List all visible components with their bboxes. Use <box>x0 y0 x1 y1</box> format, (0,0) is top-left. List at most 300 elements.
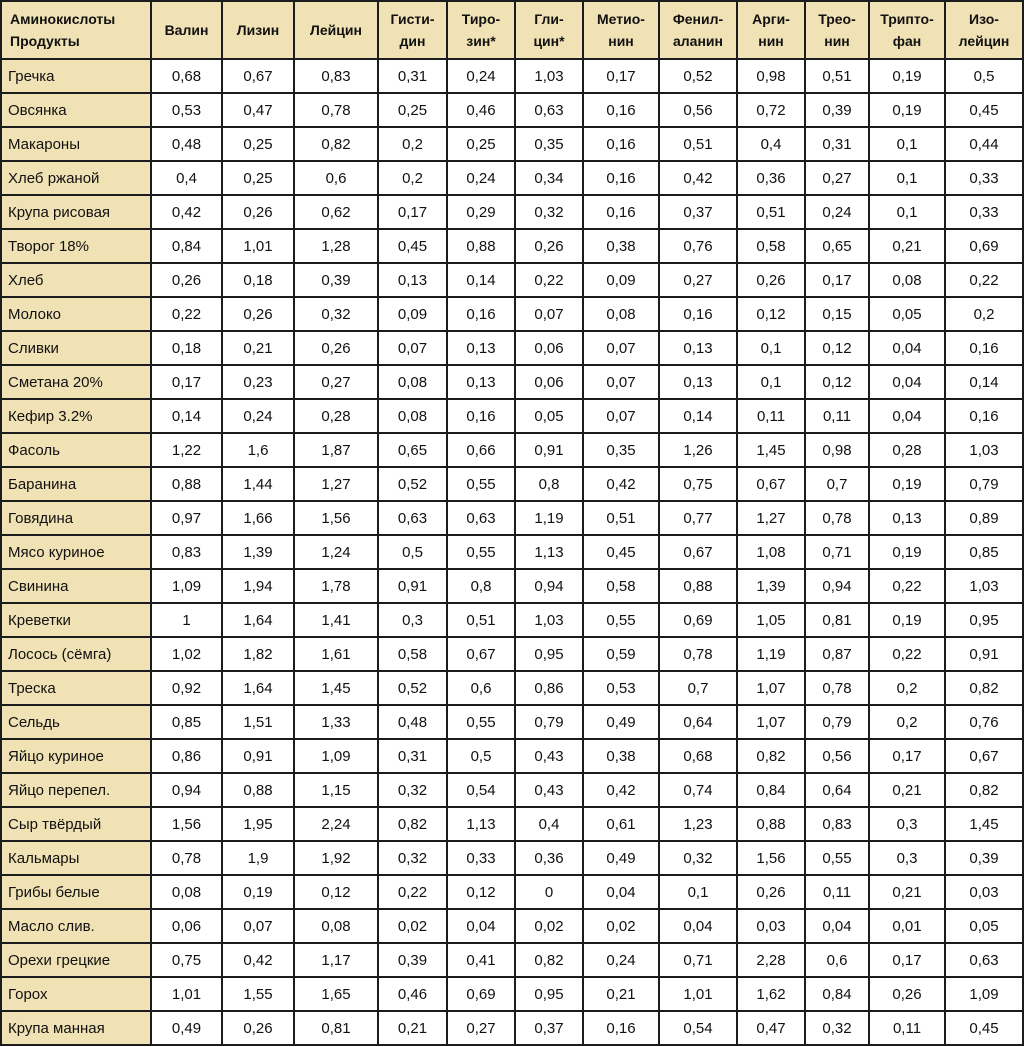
table-cell: 0,19 <box>222 875 294 909</box>
table-cell: 1,03 <box>515 59 583 93</box>
column-header-label: дин <box>399 33 426 49</box>
table-cell: 0,91 <box>378 569 447 603</box>
table-cell: 0,04 <box>447 909 515 943</box>
table-cell: 0,09 <box>378 297 447 331</box>
table-row <box>1 773 1023 807</box>
table-cell: 0,18 <box>151 331 222 365</box>
table-cell: 0,85 <box>151 705 222 739</box>
table-cell: 0,12 <box>447 875 515 909</box>
column-header-label: Гисти- <box>390 11 435 27</box>
table-cell: 0,59 <box>583 637 659 671</box>
table-row <box>1 807 1023 841</box>
table-cell: 0,91 <box>222 739 294 773</box>
table-cell: 0,82 <box>378 807 447 841</box>
column-header <box>737 1 805 59</box>
table-cell: 0,21 <box>222 331 294 365</box>
column-header <box>447 1 515 59</box>
table-row <box>1 263 1023 297</box>
table-cell: 0,55 <box>583 603 659 637</box>
table-cell: 0,98 <box>805 433 869 467</box>
table-cell: 0,11 <box>805 399 869 433</box>
table-cell: 0,26 <box>222 297 294 331</box>
table-cell: 0,56 <box>805 739 869 773</box>
table-cell: 0,16 <box>583 195 659 229</box>
column-header-label: Трео- <box>818 11 856 27</box>
table-body <box>1 59 1023 1045</box>
table-cell: 0,38 <box>583 229 659 263</box>
table-cell: 0,67 <box>737 467 805 501</box>
table-cell: 1,39 <box>222 535 294 569</box>
table-cell: 0,11 <box>805 875 869 909</box>
table-cell: 1,17 <box>294 943 378 977</box>
table-row <box>1 467 1023 501</box>
column-header-label: лейцин <box>958 33 1010 49</box>
table-cell: 0,22 <box>869 637 945 671</box>
table-cell: 0,35 <box>515 127 583 161</box>
table-row <box>1 739 1023 773</box>
column-header-label: зин* <box>466 33 496 49</box>
table-cell: 0,32 <box>515 195 583 229</box>
table-cell: 0 <box>515 875 583 909</box>
table-cell: 0,24 <box>222 399 294 433</box>
table-cell: 0,36 <box>737 161 805 195</box>
table-cell: 0,02 <box>583 909 659 943</box>
table-cell: 0,82 <box>515 943 583 977</box>
table-cell: 1,15 <box>294 773 378 807</box>
table-cell: 0,51 <box>447 603 515 637</box>
table-cell: 0,88 <box>447 229 515 263</box>
table-cell: 0,6 <box>805 943 869 977</box>
table-cell: 0,5 <box>447 739 515 773</box>
table-cell: 0,6 <box>294 161 378 195</box>
table-cell: 0,19 <box>869 59 945 93</box>
table-cell: 0,33 <box>945 161 1023 195</box>
table-cell: 0,27 <box>294 365 378 399</box>
table-cell: 0,16 <box>447 297 515 331</box>
table-cell: 0,78 <box>294 93 378 127</box>
table-cell: 0,07 <box>515 297 583 331</box>
table-cell: 0,39 <box>378 943 447 977</box>
table-row <box>1 195 1023 229</box>
table-cell: 0,3 <box>378 603 447 637</box>
table-cell: 0,48 <box>151 127 222 161</box>
product-name: Хлеб <box>1 263 151 297</box>
table-cell: 0,05 <box>869 297 945 331</box>
table-cell: 0,85 <box>945 535 1023 569</box>
table-cell: 1,27 <box>737 501 805 535</box>
table-cell: 0,37 <box>515 1011 583 1045</box>
table-cell: 0,24 <box>583 943 659 977</box>
table-cell: 0,31 <box>378 739 447 773</box>
product-name: Яйцо перепел. <box>1 773 151 807</box>
table-cell: 0,2 <box>378 127 447 161</box>
table-cell: 0,17 <box>805 263 869 297</box>
column-header-label: фан <box>892 33 922 49</box>
table-cell: 0,5 <box>945 59 1023 93</box>
table-cell: 0,64 <box>805 773 869 807</box>
product-name: Кальмары <box>1 841 151 875</box>
table-row <box>1 433 1023 467</box>
table-cell: 1,87 <box>294 433 378 467</box>
table-cell: 0,58 <box>583 569 659 603</box>
table-cell: 0,43 <box>515 739 583 773</box>
table-cell: 0,7 <box>659 671 737 705</box>
table-cell: 0,13 <box>659 365 737 399</box>
table-cell: 0,79 <box>945 467 1023 501</box>
table-cell: 0,1 <box>869 127 945 161</box>
table-cell: 2,24 <box>294 807 378 841</box>
table-cell: 0,4 <box>515 807 583 841</box>
table-cell: 0,35 <box>583 433 659 467</box>
table-cell: 0,22 <box>378 875 447 909</box>
table-cell: 1,64 <box>222 603 294 637</box>
table-cell: 1,27 <box>294 467 378 501</box>
corner-header <box>1 1 151 59</box>
table-cell: 0,48 <box>378 705 447 739</box>
table-cell: 1,39 <box>737 569 805 603</box>
table-cell: 0,16 <box>583 127 659 161</box>
table-cell: 0,87 <box>805 637 869 671</box>
table-cell: 0,26 <box>151 263 222 297</box>
table-cell: 0,33 <box>447 841 515 875</box>
table-cell: 1,19 <box>515 501 583 535</box>
table-cell: 0,98 <box>737 59 805 93</box>
table-cell: 0,91 <box>515 433 583 467</box>
table-cell: 0,26 <box>869 977 945 1011</box>
table-cell: 0,04 <box>869 365 945 399</box>
table-cell: 0,68 <box>659 739 737 773</box>
table-cell: 0,82 <box>737 739 805 773</box>
table-row <box>1 297 1023 331</box>
table-cell: 1,41 <box>294 603 378 637</box>
table-row <box>1 93 1023 127</box>
column-header-label: Тиро- <box>461 11 501 27</box>
product-name: Горох <box>1 977 151 1011</box>
table-cell: 0,63 <box>945 943 1023 977</box>
table-cell: 0,83 <box>805 807 869 841</box>
table-cell: 0,21 <box>583 977 659 1011</box>
table-cell: 0,71 <box>659 943 737 977</box>
table-cell: 0,03 <box>945 875 1023 909</box>
table-cell: 1,07 <box>737 671 805 705</box>
table-cell: 0,01 <box>869 909 945 943</box>
table-cell: 0,95 <box>515 637 583 671</box>
product-name: Мясо куриное <box>1 535 151 569</box>
product-name: Крупа рисовая <box>1 195 151 229</box>
table-cell: 1,6 <box>222 433 294 467</box>
table-cell: 1,51 <box>222 705 294 739</box>
table-cell: 0,39 <box>945 841 1023 875</box>
table-cell: 0,34 <box>515 161 583 195</box>
table-row <box>1 399 1023 433</box>
table-cell: 0,84 <box>151 229 222 263</box>
table-cell: 0,14 <box>945 365 1023 399</box>
table-cell: 1,55 <box>222 977 294 1011</box>
table-cell: 0,65 <box>805 229 869 263</box>
table-cell: 1,09 <box>945 977 1023 1011</box>
product-name: Хлеб ржаной <box>1 161 151 195</box>
table-cell: 0,32 <box>294 297 378 331</box>
table-row <box>1 59 1023 93</box>
table-cell: 1,23 <box>659 807 737 841</box>
table-cell: 0,26 <box>294 331 378 365</box>
table-cell: 0,86 <box>515 671 583 705</box>
table-cell: 0,62 <box>294 195 378 229</box>
column-header <box>659 1 737 59</box>
table-cell: 0,67 <box>447 637 515 671</box>
product-name: Грибы белые <box>1 875 151 909</box>
table-cell: 0,38 <box>583 739 659 773</box>
table-cell: 0,69 <box>447 977 515 1011</box>
table-cell: 0,21 <box>869 773 945 807</box>
table-cell: 1,03 <box>945 569 1023 603</box>
table-cell: 0,8 <box>447 569 515 603</box>
table-cell: 0,12 <box>805 365 869 399</box>
table-cell: 1,13 <box>515 535 583 569</box>
product-name: Баранина <box>1 467 151 501</box>
table-cell: 0,55 <box>447 535 515 569</box>
table-cell: 0,02 <box>378 909 447 943</box>
table-cell: 0,63 <box>447 501 515 535</box>
column-header-label: аланин <box>673 33 723 49</box>
table-cell: 0,12 <box>805 331 869 365</box>
table-cell: 0,2 <box>378 161 447 195</box>
table-cell: 0,25 <box>378 93 447 127</box>
table-cell: 0,16 <box>583 161 659 195</box>
table-cell: 0,78 <box>659 637 737 671</box>
table-cell: 0,52 <box>378 467 447 501</box>
table-cell: 0,27 <box>805 161 869 195</box>
table-cell: 0,13 <box>447 365 515 399</box>
table-cell: 1,56 <box>294 501 378 535</box>
table-row <box>1 705 1023 739</box>
corner-label-products: Продукты <box>10 33 80 49</box>
table-cell: 1,45 <box>294 671 378 705</box>
table-cell: 0,4 <box>737 127 805 161</box>
product-name: Сливки <box>1 331 151 365</box>
table-cell: 1,65 <box>294 977 378 1011</box>
product-name: Сыр твёрдый <box>1 807 151 841</box>
table-cell: 0,04 <box>583 875 659 909</box>
table-cell: 0,25 <box>222 161 294 195</box>
table-cell: 0,27 <box>659 263 737 297</box>
table-cell: 0,17 <box>869 739 945 773</box>
table-cell: 0,07 <box>583 365 659 399</box>
product-name: Сметана 20% <box>1 365 151 399</box>
product-name: Креветки <box>1 603 151 637</box>
table-row <box>1 977 1023 1011</box>
table-cell: 0,37 <box>659 195 737 229</box>
table-cell: 0,83 <box>151 535 222 569</box>
table-cell: 0,14 <box>659 399 737 433</box>
table-cell: 0,26 <box>222 1011 294 1045</box>
table-cell: 0,52 <box>659 59 737 93</box>
table-cell: 0,17 <box>378 195 447 229</box>
table-row <box>1 569 1023 603</box>
table-cell: 1,45 <box>737 433 805 467</box>
product-name: Фасоль <box>1 433 151 467</box>
table-cell: 0,95 <box>515 977 583 1011</box>
table-cell: 0,05 <box>515 399 583 433</box>
table-cell: 0,25 <box>222 127 294 161</box>
table-cell: 0,75 <box>659 467 737 501</box>
table-cell: 0,3 <box>869 807 945 841</box>
table-row <box>1 943 1023 977</box>
table-cell: 1,64 <box>222 671 294 705</box>
table-cell: 0,47 <box>737 1011 805 1045</box>
table-cell: 0,26 <box>737 263 805 297</box>
table-cell: 0,31 <box>378 59 447 93</box>
table-cell: 0,88 <box>151 467 222 501</box>
column-header-label: нин <box>758 33 784 49</box>
table-cell: 0,58 <box>378 637 447 671</box>
column-header <box>515 1 583 59</box>
table-cell: 0,74 <box>659 773 737 807</box>
table-cell: 0,44 <box>945 127 1023 161</box>
table-cell: 0,31 <box>805 127 869 161</box>
table-cell: 0,06 <box>151 909 222 943</box>
table-cell: 0,16 <box>945 331 1023 365</box>
table-cell: 0,65 <box>378 433 447 467</box>
table-row <box>1 841 1023 875</box>
table-row <box>1 127 1023 161</box>
table-cell: 0,61 <box>583 807 659 841</box>
table-cell: 0,54 <box>659 1011 737 1045</box>
table-cell: 0,53 <box>583 671 659 705</box>
table-cell: 0,67 <box>945 739 1023 773</box>
table-cell: 0,16 <box>447 399 515 433</box>
table-cell: 0,08 <box>869 263 945 297</box>
table-cell: 0,41 <box>447 943 515 977</box>
column-header-label: цин* <box>533 33 565 49</box>
table-row <box>1 501 1023 535</box>
table-cell: 0,19 <box>869 93 945 127</box>
table-cell: 0,28 <box>869 433 945 467</box>
column-header <box>583 1 659 59</box>
table-cell: 0,4 <box>151 161 222 195</box>
table-row <box>1 603 1023 637</box>
table-cell: 0,82 <box>294 127 378 161</box>
table-cell: 0,91 <box>945 637 1023 671</box>
column-header <box>151 1 222 59</box>
table-cell: 0,32 <box>805 1011 869 1045</box>
table-cell: 0,05 <box>945 909 1023 943</box>
table-cell: 0,1 <box>737 331 805 365</box>
table-cell: 0,66 <box>447 433 515 467</box>
table-cell: 0,16 <box>583 1011 659 1045</box>
table-cell: 1,56 <box>737 841 805 875</box>
column-header-label: Лейцин <box>310 22 362 38</box>
table-cell: 0,03 <box>737 909 805 943</box>
table-cell: 0,21 <box>869 875 945 909</box>
table-cell: 0,81 <box>294 1011 378 1045</box>
table-cell: 1,01 <box>151 977 222 1011</box>
table-cell: 0,47 <box>222 93 294 127</box>
header-row <box>1 1 1023 59</box>
table-cell: 0,19 <box>869 467 945 501</box>
table-cell: 2,28 <box>737 943 805 977</box>
table-cell: 0,3 <box>869 841 945 875</box>
column-header-label: Арги- <box>752 11 790 27</box>
table-cell: 0,14 <box>447 263 515 297</box>
table-cell: 0,42 <box>151 195 222 229</box>
table-cell: 0,78 <box>805 671 869 705</box>
table-cell: 1,01 <box>222 229 294 263</box>
table-cell: 0,33 <box>945 195 1023 229</box>
table-cell: 0,42 <box>222 943 294 977</box>
table-cell: 0,06 <box>515 331 583 365</box>
table-cell: 0,1 <box>737 365 805 399</box>
table-cell: 0,08 <box>583 297 659 331</box>
table-cell: 0,18 <box>222 263 294 297</box>
table-cell: 0,19 <box>869 603 945 637</box>
table-cell: 0,15 <box>805 297 869 331</box>
column-header-label: Трипто- <box>880 11 934 27</box>
table-cell: 0,16 <box>945 399 1023 433</box>
table-cell: 0,68 <box>151 59 222 93</box>
table-cell: 1,61 <box>294 637 378 671</box>
table-cell: 0,94 <box>151 773 222 807</box>
table-cell: 1,33 <box>294 705 378 739</box>
table-cell: 0,5 <box>378 535 447 569</box>
table-cell: 0,55 <box>447 705 515 739</box>
table-cell: 0,67 <box>659 535 737 569</box>
table-cell: 1,62 <box>737 977 805 1011</box>
table-cell: 0,27 <box>447 1011 515 1045</box>
corner-label-amino: Аминокислоты <box>10 11 116 27</box>
table-row <box>1 161 1023 195</box>
table-cell: 0,1 <box>869 161 945 195</box>
table-cell: 0,63 <box>515 93 583 127</box>
table-cell: 0,78 <box>151 841 222 875</box>
table-cell: 1,9 <box>222 841 294 875</box>
table-cell: 0,42 <box>659 161 737 195</box>
table-cell: 0,86 <box>151 739 222 773</box>
table-cell: 0,46 <box>447 93 515 127</box>
product-name: Крупа манная <box>1 1011 151 1045</box>
table-cell: 0,04 <box>805 909 869 943</box>
table-cell: 0,94 <box>805 569 869 603</box>
table-cell: 0,2 <box>869 671 945 705</box>
table-row <box>1 331 1023 365</box>
product-name: Молоко <box>1 297 151 331</box>
table-cell: 0,07 <box>378 331 447 365</box>
table-cell: 0,92 <box>151 671 222 705</box>
product-name: Сельдь <box>1 705 151 739</box>
table-cell: 0,69 <box>659 603 737 637</box>
column-header <box>378 1 447 59</box>
table-cell: 1,13 <box>447 807 515 841</box>
column-header-label: Гли- <box>534 11 564 27</box>
table-cell: 0,24 <box>447 161 515 195</box>
table-cell: 0,81 <box>805 603 869 637</box>
table-cell: 1,45 <box>945 807 1023 841</box>
table-cell: 0,24 <box>447 59 515 93</box>
table-cell: 0,75 <box>151 943 222 977</box>
table-cell: 0,13 <box>378 263 447 297</box>
column-header-label: Изо- <box>969 11 999 27</box>
table-cell: 0,13 <box>869 501 945 535</box>
table-cell: 0,1 <box>869 195 945 229</box>
column-header-label: Фенил- <box>672 11 724 27</box>
table-cell: 0,14 <box>151 399 222 433</box>
table-cell: 0,42 <box>583 467 659 501</box>
table-cell: 0,88 <box>222 773 294 807</box>
product-name: Масло слив. <box>1 909 151 943</box>
table-cell: 1,28 <box>294 229 378 263</box>
table-cell: 1,19 <box>737 637 805 671</box>
table-row <box>1 365 1023 399</box>
